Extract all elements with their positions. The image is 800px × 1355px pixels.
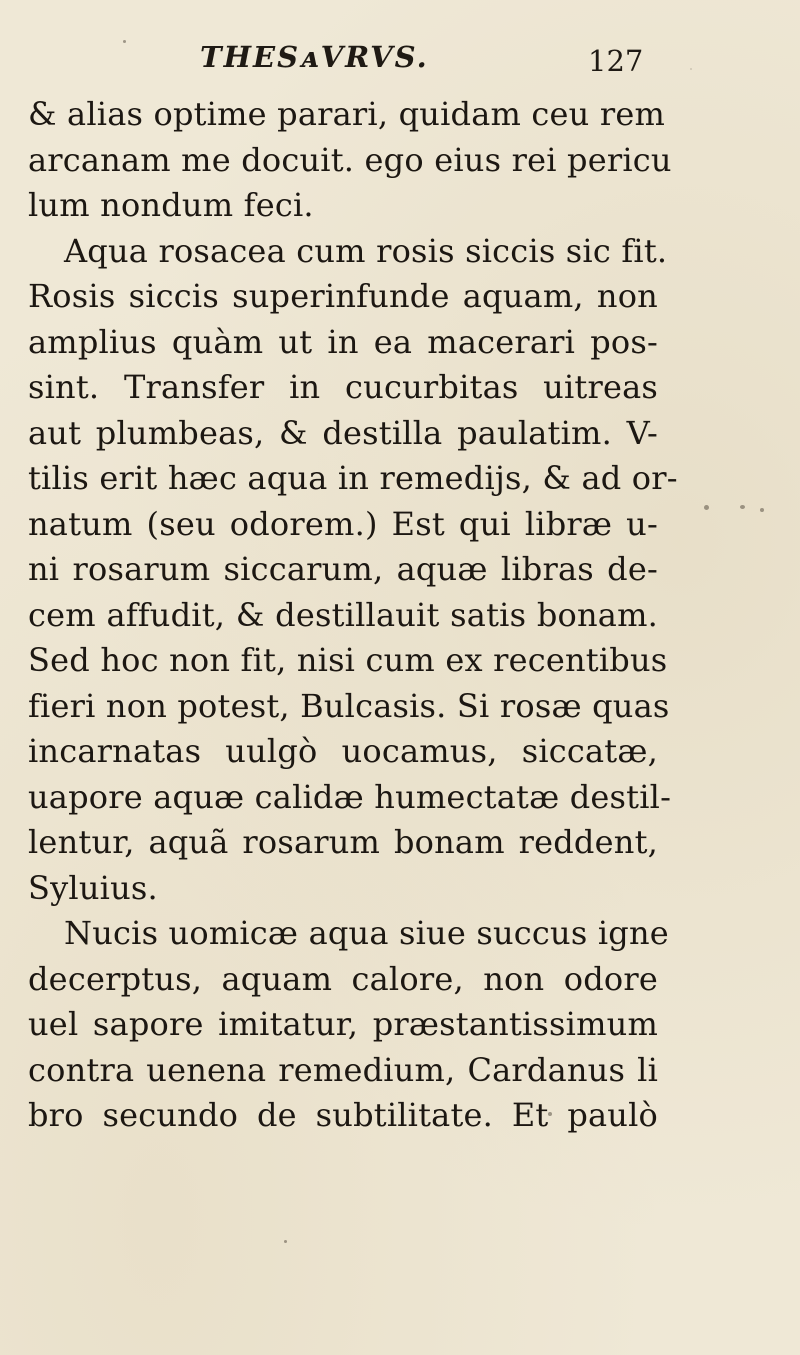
ink-speck (740, 505, 745, 509)
ink-speck (760, 508, 764, 512)
text-line: lum nondum feci. (28, 186, 314, 224)
text-line: Syluius. (28, 868, 158, 907)
body-text (28, 92, 678, 1139)
paragraph-start-line: Aqua rosacea cum rosis siccis sic fit. (64, 231, 668, 270)
text-line: incarnatas uulgò uocamus, siccatæ, (28, 732, 658, 770)
ink-speck (704, 505, 709, 510)
running-title: THESᴀVRVS. (200, 40, 429, 74)
text-line: lentur, aquã rosarum bonam reddent, (28, 823, 658, 861)
text-line: cem affudit, & destillauit satis bonam. (28, 595, 658, 634)
text-line: fieri non potest, Bulcasis. Si rosæ quas (28, 686, 670, 725)
text-line: decerptus, aquam calore, non odore (28, 959, 658, 998)
text-line: Sed hoc non fit, nisi cum ex recentibus (28, 641, 668, 679)
text-line: Rosis siccis superinfunde aquam, non (28, 277, 658, 315)
ink-speck (123, 40, 126, 43)
text-line: & alias optime parari, quidam ceu rem (28, 95, 666, 133)
ink-speck (548, 1112, 552, 1116)
page-number: 127 (588, 44, 644, 78)
text-line: sint. Transfer in cucurbitas uitreas (28, 368, 658, 406)
text-line: bro secundo de subtilitate. Et paulò (28, 1096, 658, 1134)
text-line: uapore aquæ calidæ humectatæ destil- (28, 777, 672, 816)
text-line: contra uenena remedium, Cardanus li (28, 1050, 658, 1089)
ink-speck (690, 68, 692, 70)
text-line: aut plumbeas, & destilla paulatim. V- (28, 413, 658, 452)
paragraph-start-line: Nucis uomicæ aqua siue succus igne (64, 914, 669, 952)
text-line: ni rosarum siccarum, aquæ libras de- (28, 550, 658, 588)
text-line: amplius quàm ut in ea macerari pos- (28, 322, 658, 361)
ink-speck (284, 1240, 287, 1243)
text-line: uel sapore imitatur, præstantissimum (28, 1005, 658, 1043)
text-line: natum (seu odorem.) Est qui libræ u- (28, 504, 658, 543)
text-line: arcanam me docuit. ego eius rei pericu (28, 140, 672, 179)
text-line: tilis erit hæc aqua in remedijs, & ad or- (28, 459, 678, 497)
